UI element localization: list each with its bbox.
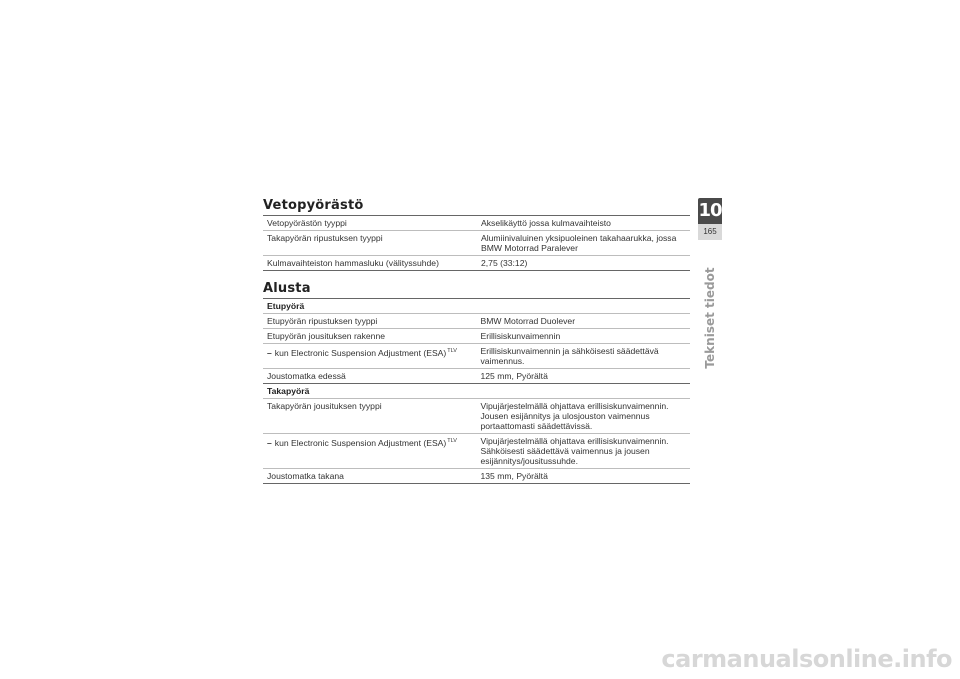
row-value: Akselikäyttö jossa kulmavaihteisto	[477, 216, 690, 231]
watermark: carmanualsonline.info	[661, 645, 952, 673]
table-row	[263, 399, 690, 434]
row-value: BMW Motorrad Duolever	[477, 314, 691, 329]
row-value: Erillisiskunvaimennin ja sähköisesti säädettävä vaimennus.	[477, 344, 691, 369]
row-value: Alumiinivaluinen yksipuoleinen takahaarukka, jossa BMW Motorrad Paralever	[477, 231, 690, 256]
table-row	[263, 216, 690, 231]
row-label-text: kun Electronic Suspension Adjustment (ESA)	[274, 438, 447, 448]
table-row	[263, 231, 690, 256]
group-heading-front: Etupyörä	[263, 299, 690, 314]
table-row	[263, 314, 690, 329]
row-value: Vipujärjestelmällä ohjattava erillisiskunvaimennin. Sähköisesti säädettävä vaimennus ja jousen esijännitys/jousitussuhde.	[477, 434, 691, 469]
table-row	[263, 369, 690, 384]
row-label: Etupyörän ripustuksen tyyppi	[263, 314, 477, 329]
row-label: Kulmavaihteiston hammasluku (välityssuhde)	[263, 256, 477, 271]
row-value: Vipujärjestelmällä ohjattava erillisiskunvaimennin. Jousen esijännitys ja ulosjouston vaimennus portaattomasti säädettävissä.	[477, 399, 691, 434]
dash-marker: –	[267, 348, 272, 358]
table-row	[263, 469, 690, 484]
row-label: Vetopyörästön tyyppi	[263, 216, 477, 231]
row-label: Takapyörän ripustuksen tyyppi	[263, 231, 477, 256]
row-value: 135 mm, Pyörältä	[477, 469, 691, 484]
chapter-number: 10	[698, 200, 722, 221]
row-value: 125 mm, Pyörältä	[477, 369, 691, 384]
row-label: Etupyörän jousituksen rakenne	[263, 329, 477, 344]
table-row	[263, 344, 690, 369]
group-row-rear	[263, 384, 690, 399]
row-label	[263, 434, 477, 469]
chapter-title-vertical	[697, 268, 723, 368]
row-label: Joustomatka takana	[263, 469, 477, 484]
table-row	[263, 329, 690, 344]
row-label	[263, 344, 477, 369]
row-value: 2,75 (33:12)	[477, 256, 690, 271]
chapter-tab	[698, 198, 722, 240]
chapter-title: Tekniset tiedot	[703, 267, 717, 369]
page-number: 165	[698, 224, 722, 240]
table-row	[263, 256, 690, 271]
group-row-front	[263, 299, 690, 314]
tlv-superscript: TLV	[447, 438, 457, 444]
table-row	[263, 434, 690, 469]
tlv-superscript: TLV	[447, 348, 457, 354]
row-label: Joustomatka edessä	[263, 369, 477, 384]
dash-marker: –	[267, 438, 272, 448]
drivetrain-table	[263, 215, 690, 271]
section-title-chassis: Alusta	[263, 281, 311, 296]
row-value: Erillisiskunvaimennin	[477, 329, 691, 344]
row-label: Takapyörän jousituksen tyyppi	[263, 399, 477, 434]
group-heading-rear: Takapyörä	[263, 384, 690, 399]
chassis-table	[263, 298, 690, 484]
section-title-drivetrain: Vetopyörästö	[263, 198, 364, 213]
row-label-text: kun Electronic Suspension Adjustment (ESA)	[274, 348, 447, 358]
